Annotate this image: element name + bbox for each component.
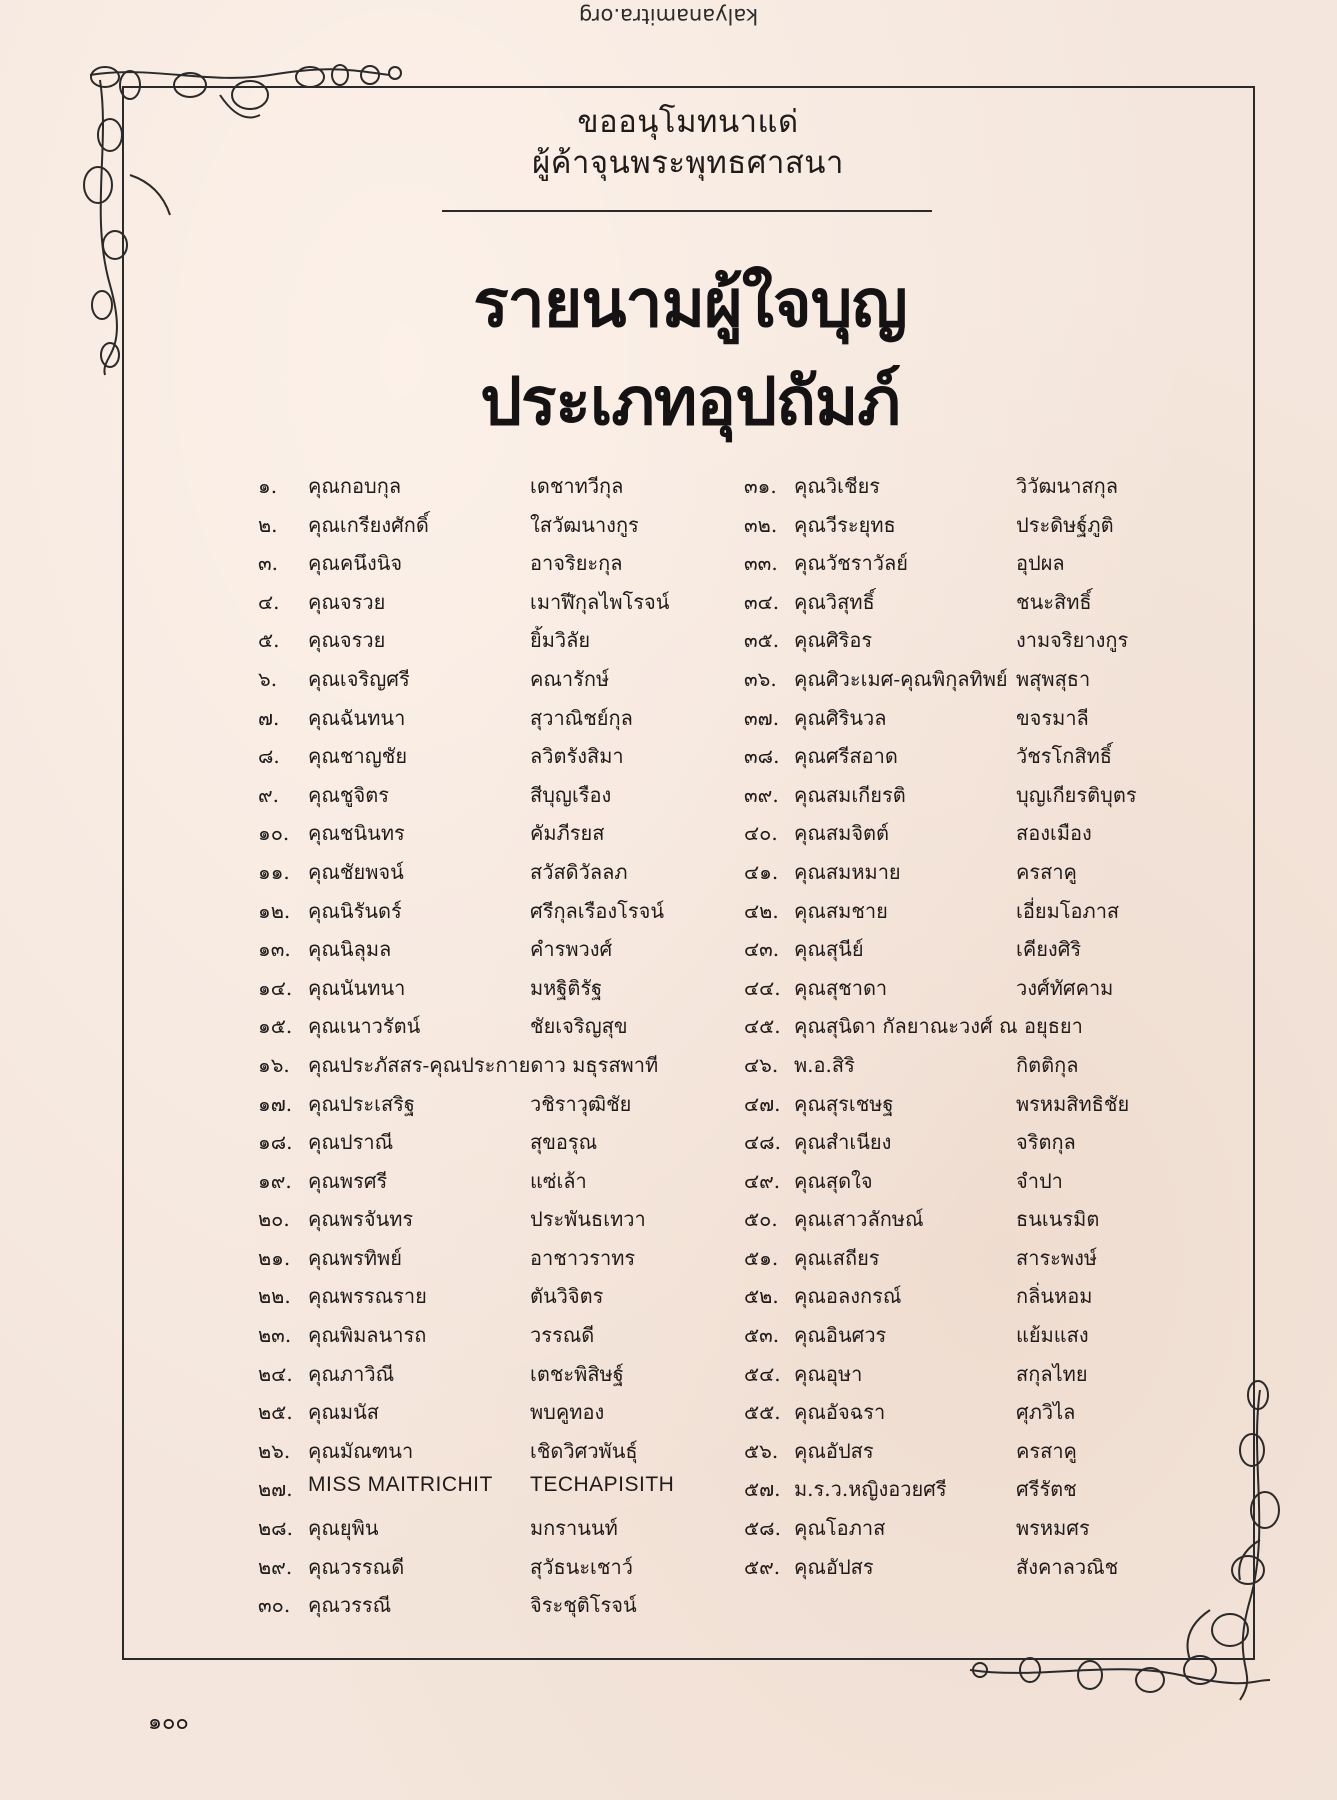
donor-last-name: ตันวิจิตร xyxy=(530,1284,604,1309)
donor-number: ๑. xyxy=(258,474,278,498)
donor-number: ๓๐. xyxy=(258,1593,291,1618)
donor-number: ๓๕. xyxy=(744,628,780,653)
donor-first-name: คุณเจริญศรี xyxy=(308,666,410,691)
donor-last-name: จำปา xyxy=(1016,1168,1063,1193)
donor-number: ๓. xyxy=(258,551,279,576)
donor-first-name: คุณชัยพจน์ xyxy=(308,859,404,884)
donor-first-name: คุณอุษา xyxy=(794,1361,863,1386)
donor-first-name: คุณเกรียงศักดิ์ xyxy=(308,512,429,537)
donor-last-name: จิระชุติโรจน์ xyxy=(530,1593,637,1618)
donor-first-name: คุณศรีสอาด xyxy=(794,744,898,769)
title-line-1: รายนามผู้ใจบุญ xyxy=(473,265,907,342)
donor-number: ๑๘. xyxy=(258,1130,293,1155)
donor-last-name: สาระพงษ์ xyxy=(1016,1245,1098,1270)
donor-last-name: พรหมสิทธิชัย xyxy=(1016,1091,1130,1116)
donor-first-name: ม.ร.ว.หญิงอวยศรี xyxy=(794,1477,947,1502)
donor-row xyxy=(258,1589,1158,1628)
donor-number: ๑๒. xyxy=(258,898,291,923)
donor-first-name: คุณวิเชียร xyxy=(794,474,881,498)
donor-number: ๕๔. xyxy=(744,1361,781,1386)
donor-first-name: คุณนันทนา xyxy=(308,975,406,1000)
donor-last-name: อาชาวราทร xyxy=(530,1245,636,1270)
donor-last-name: ประพันธเทวา xyxy=(530,1207,646,1232)
donor-last-name: วงศ์ทัศคาม xyxy=(1016,975,1114,1000)
donor-row xyxy=(258,1010,1158,1049)
donor-row xyxy=(258,586,1158,625)
donor-first-name: คุณศิวะเมศ-คุณพิกุลทิพย์ xyxy=(794,666,1008,691)
donor-first-name: คุณอัปสร xyxy=(794,1554,874,1579)
donor-number: ๓๖. xyxy=(744,666,777,691)
donor-first-name: คุณมัณฑนา xyxy=(308,1438,414,1463)
donor-first-name: คุณเนาวรัตน์ xyxy=(308,1014,421,1039)
donor-number: ๕๖. xyxy=(744,1438,779,1463)
donor-last-name: กลิ่นหอม xyxy=(1016,1284,1093,1309)
donor-first-name: คุณปราณี xyxy=(308,1130,394,1155)
donor-number: ๔๔. xyxy=(744,975,781,1000)
donor-row xyxy=(258,702,1158,741)
donor-number: ๒๕. xyxy=(258,1400,293,1425)
donor-last-name: ยิ้มวิลัย xyxy=(530,628,591,653)
donor-row xyxy=(258,470,1158,509)
donor-last-name: ชนะสิทธิ์ xyxy=(1016,589,1092,614)
donor-first-name: คุณสำเนียง xyxy=(794,1130,892,1155)
donor-number: ๔๒. xyxy=(744,898,779,923)
donor-row xyxy=(258,663,1158,702)
donor-first-name: คุณศิรินวล xyxy=(794,705,887,730)
donor-first-name: คุณสมหมาย xyxy=(794,859,901,884)
donor-row xyxy=(258,933,1158,972)
donor-number: ๒๙. xyxy=(258,1554,293,1579)
donor-last-name: สีบุญเรือง xyxy=(530,782,612,807)
donor-last-name: คณารักษ์ xyxy=(530,666,610,691)
donor-number: ๔๑. xyxy=(744,859,779,884)
donor-last-name: วรรณดี xyxy=(530,1323,595,1348)
donor-last-name: เตชะพิสิษฐ์ xyxy=(530,1361,624,1386)
donor-first-name: คุณเสถียร xyxy=(794,1245,880,1270)
donor-first-name: คุณสมชาย xyxy=(794,898,888,923)
header-divider xyxy=(442,210,932,212)
donor-number: ๔๕. xyxy=(744,1014,781,1039)
donor-last-name: สองเมือง xyxy=(1016,821,1092,846)
donor-last-name: เคียงศิริ xyxy=(1016,937,1082,962)
donor-last-name: ใสวัฒนางกูร xyxy=(530,512,639,537)
donor-last-name: มหฐิติรัฐ xyxy=(530,975,603,1000)
donor-number: ๓๙. xyxy=(744,782,779,807)
donor-last-name: อุปผล xyxy=(1016,551,1065,576)
donor-first-name: คุณมนัส xyxy=(308,1400,379,1425)
donor-last-name: ครสาคู xyxy=(1016,859,1077,884)
donor-row xyxy=(258,509,1158,548)
donor-row xyxy=(258,1165,1158,1204)
donor-number: ๑๙. xyxy=(258,1168,292,1193)
donor-number: ๙. xyxy=(258,782,280,807)
donor-number: ๕๙. xyxy=(744,1554,781,1579)
donor-first-name: คุณวิสุทธิ์ xyxy=(794,589,875,614)
donor-number: ๔๘. xyxy=(744,1130,781,1155)
header-line-2: ผู้ค้าจุนพระพุทธศาสนา xyxy=(532,145,844,181)
donor-last-name: ศุภวิไล xyxy=(1016,1400,1076,1425)
donor-last-name: แซ่เล้า xyxy=(530,1168,587,1193)
donor-first-name: คุณวีระยุทธ xyxy=(794,512,896,537)
donor-first-name: พ.อ.สิริ xyxy=(794,1052,855,1077)
donor-first-name: คุณประภัสสร-คุณประกายดาว มธุรสพาที xyxy=(308,1052,659,1077)
donor-number: ๒๑. xyxy=(258,1245,291,1270)
donor-number: ๒๗. xyxy=(258,1477,293,1502)
header-block xyxy=(438,102,938,184)
donor-last-name: เมาฬีกุลไพโรจน์ xyxy=(530,589,670,614)
donor-number: ๖. xyxy=(258,666,278,691)
donor-last-name: ธนเนรมิต xyxy=(1016,1207,1100,1232)
donor-first-name: คุณสมจิตต์ xyxy=(794,821,890,846)
donor-number: ๒๖. xyxy=(258,1438,291,1463)
donor-first-name: คุณเสาวลักษณ์ xyxy=(794,1207,924,1232)
donor-number: ๔๙. xyxy=(744,1168,781,1193)
donor-last-name: สุวัธนะเชาว์ xyxy=(530,1554,633,1579)
donor-last-name: กิตติกุล xyxy=(1016,1052,1079,1077)
donor-number: ๕. xyxy=(258,628,280,653)
donor-last-name: เอี่ยมโอภาส xyxy=(1016,898,1120,923)
donor-first-name: คุณพรจันทร xyxy=(308,1207,414,1232)
donor-number: ๔. xyxy=(258,589,280,614)
donor-first-name: คุณนิรันดร์ xyxy=(308,898,402,923)
donor-last-name: ประดิษฐ์ภูติ xyxy=(1016,512,1114,537)
donor-number: ๒๒. xyxy=(258,1284,291,1309)
watermark-text: kalyanamitra.org xyxy=(578,4,759,28)
donor-number: ๓๘. xyxy=(744,744,780,769)
donor-row xyxy=(258,779,1158,818)
donor-first-name: คุณสุชาดา xyxy=(794,975,888,1000)
donor-row xyxy=(258,1473,1158,1512)
donor-number: ๒๔. xyxy=(258,1361,293,1386)
donor-first-name: MISS MAITRICHIT xyxy=(308,1473,493,1497)
donor-first-name: คุณนิลุมล xyxy=(308,937,392,962)
donor-row xyxy=(258,856,1158,895)
donor-number: ๒. xyxy=(258,512,278,537)
donor-row xyxy=(258,740,1158,779)
donor-first-name: คุณอินศวร xyxy=(794,1323,887,1348)
donor-first-name: คุณสุนิดา กัลยาณะวงศ์ ณ อยุธยา xyxy=(794,1014,1083,1039)
donor-first-name: คุณฉันทนา xyxy=(308,705,406,730)
donor-number: ๘. xyxy=(258,744,280,769)
donor-first-name: คุณประเสริฐ xyxy=(308,1091,415,1116)
donor-first-name: คุณภาวิณี xyxy=(308,1361,395,1386)
donor-last-name: ขจรมาลี xyxy=(1016,705,1089,730)
donor-row xyxy=(258,1435,1158,1474)
donor-number: ๓๓. xyxy=(744,551,778,576)
donor-last-name: สุขอรุณ xyxy=(530,1130,598,1155)
donor-last-name: เดชาทวีกุล xyxy=(530,474,624,498)
donor-number: ๑๐. xyxy=(258,821,290,846)
donor-last-name: สุวาณิชย์กุล xyxy=(530,705,633,730)
donor-number: ๕๓. xyxy=(744,1323,780,1348)
header-line-1: ขออนุโมทนาแด่ xyxy=(577,104,799,140)
donor-first-name: คุณกอบกุล xyxy=(308,474,402,498)
donor-number: ๒๘. xyxy=(258,1516,293,1541)
donor-row xyxy=(258,1203,1158,1242)
donor-last-name: ศรีกุลเรืองโรจน์ xyxy=(530,898,665,923)
donor-number: ๔๗. xyxy=(744,1091,781,1116)
donor-first-name: คุณวรรณดี xyxy=(308,1554,405,1579)
donor-number: ๓๑. xyxy=(744,474,777,498)
donor-first-name: คุณอัปสร xyxy=(794,1438,874,1463)
donor-row xyxy=(258,1319,1158,1358)
donor-number: ๗. xyxy=(258,705,280,730)
donor-row xyxy=(258,1088,1158,1127)
donor-last-name: ชัยเจริญสุข xyxy=(530,1014,628,1039)
donor-first-name: คุณอัจฉรา xyxy=(794,1400,886,1425)
donor-first-name: คุณชูจิตร xyxy=(308,782,389,807)
page-title xyxy=(470,255,910,451)
donor-number: ๑๑. xyxy=(258,859,290,884)
donor-number: ๑๓. xyxy=(258,937,291,962)
donor-last-name: ครสาคู xyxy=(1016,1438,1077,1463)
donor-row xyxy=(258,817,1158,856)
donor-number: ๕๑. xyxy=(744,1245,779,1270)
donor-first-name: คุณพิมลนารถ xyxy=(308,1323,427,1348)
donor-last-name: งามจริยางกูร xyxy=(1016,628,1129,653)
donor-first-name: คุณพรศรี xyxy=(308,1168,388,1193)
donor-first-name: คุณวรรณี xyxy=(308,1593,392,1618)
donor-number: ๕๕. xyxy=(744,1400,781,1425)
donor-first-name: คุณพรทิพย์ xyxy=(308,1245,402,1270)
donor-last-name: เชิดวิศวพันธุ์ xyxy=(530,1438,638,1463)
donor-row xyxy=(258,547,1158,586)
donor-number: ๑๔. xyxy=(258,975,293,1000)
donor-first-name: คุณชาญชัย xyxy=(308,744,408,769)
donor-first-name: คุณสมเกียรติ xyxy=(794,782,906,807)
donor-first-name: คุณสุรเชษฐ xyxy=(794,1091,894,1116)
donor-row xyxy=(258,1358,1158,1397)
donor-row xyxy=(258,1049,1158,1088)
donor-number: ๑๖. xyxy=(258,1052,290,1077)
donor-list xyxy=(258,470,1158,1628)
donor-last-name: คำรพวงศ์ xyxy=(530,937,613,962)
donor-first-name: คุณชนินทร xyxy=(308,821,405,846)
page-number: ๑๐๐ xyxy=(148,1710,189,1735)
donor-row xyxy=(258,1551,1158,1590)
donor-last-name: วิวัฒนาสกุล xyxy=(1016,474,1119,498)
donor-first-name: คุณคนึงนิจ xyxy=(308,551,403,576)
donor-last-name: สกุลไทย xyxy=(1016,1361,1088,1386)
donor-first-name: คุณจรวย xyxy=(308,628,386,653)
donor-row xyxy=(258,1126,1158,1165)
donor-row xyxy=(258,972,1158,1011)
donor-first-name: คุณอลงกรณ์ xyxy=(794,1284,902,1309)
donor-first-name: คุณวัชราวัลย์ xyxy=(794,551,908,576)
donor-last-name: พรหมศร xyxy=(1016,1516,1090,1541)
donor-row xyxy=(258,1512,1158,1551)
donor-last-name: ลวิตรังสิมา xyxy=(530,744,624,769)
donor-last-name: คัมภีรยส xyxy=(530,821,605,846)
donor-number: ๒๐. xyxy=(258,1207,290,1232)
donor-last-name: วัชรโกสิทธิ์ xyxy=(1016,744,1112,769)
donor-number: ๔๖. xyxy=(744,1052,779,1077)
donor-first-name: คุณจรวย xyxy=(308,589,386,614)
donor-number: ๔๐. xyxy=(744,821,778,846)
donor-first-name: คุณพรรณราย xyxy=(308,1284,427,1309)
donor-last-name: แย้มแสง xyxy=(1016,1323,1089,1348)
donor-number: ๓๒. xyxy=(744,512,778,537)
donor-last-name: พบคูทอง xyxy=(530,1400,605,1425)
donor-number: ๒๓. xyxy=(258,1323,292,1348)
donor-last-name: สังคาลวณิช xyxy=(1016,1554,1119,1579)
donor-row xyxy=(258,1396,1158,1435)
donor-number: ๓๔. xyxy=(744,589,780,614)
donor-first-name: คุณสุดใจ xyxy=(794,1168,873,1193)
donor-last-name: บุญเกียรติบุตร xyxy=(1016,782,1137,807)
donor-last-name: ศรีรัตช xyxy=(1016,1477,1077,1502)
donor-number: ๔๓. xyxy=(744,937,780,962)
donor-last-name: พสุพสุธา xyxy=(1016,666,1091,691)
donor-number: ๕๗. xyxy=(744,1477,781,1502)
donor-last-name: สวัสดิวัลลภ xyxy=(530,859,628,884)
title-line-2: ประเภทอุปถัมภ์ xyxy=(480,363,900,440)
donor-last-name: TECHAPISITH xyxy=(530,1473,675,1497)
donor-last-name: มกรานนท์ xyxy=(530,1516,618,1541)
donor-last-name: อาจริยะกุล xyxy=(530,551,623,576)
donor-row xyxy=(258,1242,1158,1281)
donor-first-name: คุณโอภาส xyxy=(794,1516,886,1541)
donor-number: ๕๒. xyxy=(744,1284,779,1309)
donor-row xyxy=(258,624,1158,663)
donor-last-name: วชิราวุฒิชัย xyxy=(530,1091,632,1116)
donor-row xyxy=(258,1280,1158,1319)
donor-number: ๕๘. xyxy=(744,1516,781,1541)
donor-first-name: คุณยุพิน xyxy=(308,1516,379,1541)
donor-row xyxy=(258,895,1158,934)
donor-number: ๑๗. xyxy=(258,1091,293,1116)
donor-last-name: จริตกุล xyxy=(1016,1130,1076,1155)
donor-number: ๕๐. xyxy=(744,1207,778,1232)
donor-number: ๑๕. xyxy=(258,1014,293,1039)
donor-first-name: คุณศิริอร xyxy=(794,628,873,653)
donor-first-name: คุณสุนีย์ xyxy=(794,937,864,962)
donor-number: ๓๗. xyxy=(744,705,780,730)
